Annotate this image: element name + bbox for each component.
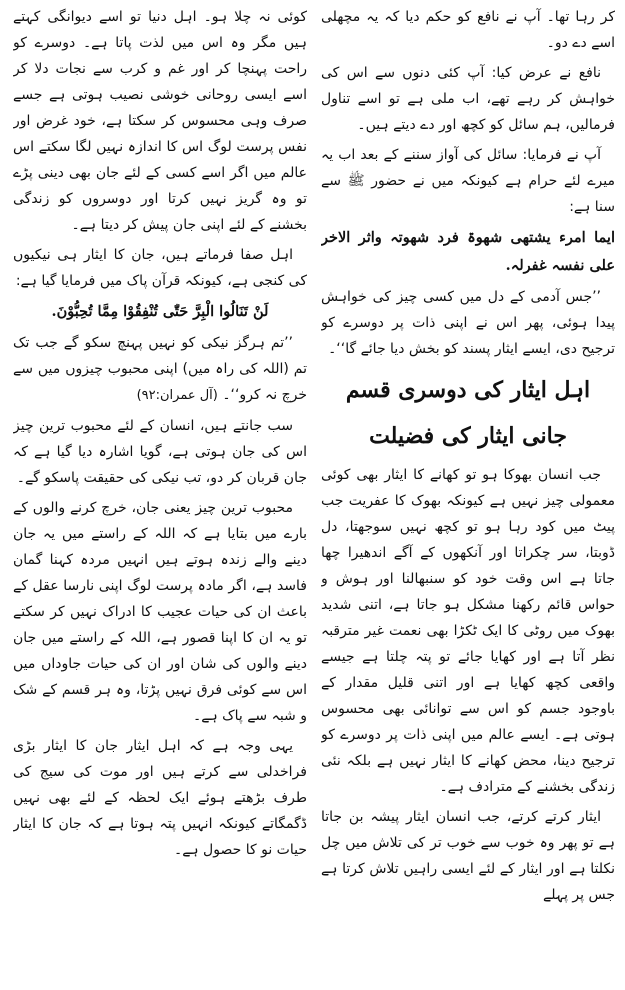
paragraph: ایثار کرتے کرتے، جب انسان ایثار پیشہ بن جاتا ہے تو پھر وہ خوب سے خوب تر کی تلاش میں چل نکلتا ہے اور ایثار کے لئے ایسی راہیں تلاش کرتا ہے جس پر پہلے: [321, 809, 615, 903]
paragraph: آپ نے فرمایا: سائل کی آواز سننے کے بعد اب یہ میرے لئے حرام ہے کیونکہ میں نے حضور ﷺ سے سنا ہے:: [321, 147, 615, 215]
quran-verse-arabic: لَنْ تَنَالُوا الْبِرَّ حَتّٰى تُنْفِقُوْا مِمَّا تُحِبُّوْنَ.: [51, 303, 269, 320]
paragraph: نافع نے عرض کیا: آپ کئی دنوں سے اس کی خواہش کر رہے تھے، اب ملی ہے تو اسے تناول فرمالیں، ہم سائل کو کچھ اور دے دیتے ہیں۔: [321, 65, 615, 133]
verse-translation: [13, 330, 307, 409]
section-heading: اہل ایثار کی دوسری قسم: [345, 377, 591, 403]
paragraph: سب جانتے ہیں، انسان کے لئے محبوب ترین چیز اس کی جان ہوتی ہے، گویا اشارہ دیا گیا ہے کہ جان قربان کر دو، تب نیکی کی حقیقت پاسکو گے۔: [13, 418, 307, 486]
hadith-arabic: ایما امرء یشتھی شھوۃ فرد شھوتہ واثر الاخر علی نفسہ غفرلہ.: [321, 229, 615, 274]
hadith-translation: ’’جس آدمی کے دل میں کسی چیز کی خواہش پیدا ہوئی، پھر اس نے اپنی ذات پر دوسرے کو ترجیح دی، ایسے ایثار پسند کو بخش دیا جائے گا‘‘۔: [321, 289, 615, 357]
paragraph: محبوب ترین چیز یعنی جان، خرچ کرنے والوں کے بارے میں بتایا ہے کہ اللہ کے راستے میں یہ جان دینے والے زندہ ہوتے ہیں انہیں مردہ کہنا گمان فاسد ہے، اگر مادہ پرست لوگ اپنی نارسا عقل کے باعث ان کی حیات عجیب کا ادراک نہیں کر سکتے تو یہ ان کا اپنا قصور ہے، اللہ کے راستے میں جان دینے والوں کی شان اور ان کی حیات جاوداں میں اس سے کوئی فرق نہیں پڑتا، وہ ہر قسم کے شک و شبہ سے پاک ہے۔: [13, 500, 307, 724]
section-subheading: جانی ایثار کی فضیلت: [369, 423, 567, 449]
left-column: [13, 4, 307, 990]
paragraph: جب انسان بھوکا ہو تو کھانے کا ایثار بھی کوئی معمولی چیز نہیں ہے کیونکہ بھوک کا عفریت جب پیٹ میں کود رہا ہو تو کچھ نہیں سوجھتا، دل ڈوبتا، سر چکراتا اور آنکھوں کے آگے اندھیرا چھا جاتا ہے اس وقت خود کو سنبھالنا اور ہوش و حواس قائم رکھنا مشکل ہو جاتا ہے، اتنی شدید بھوک میں روٹی کا ایک ٹکڑا بھی نعمت غیر مترقبہ نظر آتا ہے اور کھایا جائے تو پتہ چلتا ہے جیسے واقعی کچھ کھایا ہے اور اتنی قلیل مقدار کے باوجود جسم کو اس سے توانائی بھی محسوس ہوتی ہے۔ ایسے عالم میں اپنی ذات پر دوسرے کو ترجیح دینا، محض کھانے کا ایثار نہیں ہے بلکہ نئی زندگی بخشنے کے مترادف ہے۔: [321, 467, 615, 795]
verse-reference: (آل عمران:۹۲): [136, 388, 218, 403]
right-column: [321, 4, 615, 990]
verse-translation-text: ’’تم ہرگز نیکی کو نہیں پہنچ سکو گے جب تک تم (اللہ کی راہ میں) اپنی محبوب چیزوں میں سے خرچ نہ کرو‘‘۔: [13, 335, 307, 403]
paragraph: کر رہا تھا۔ آپ نے نافع کو حکم دیا کہ یہ مچھلی اسے دے دو۔: [321, 9, 615, 51]
paragraph: کوئی نہ چلا ہو۔ اہل دنیا تو اسے دیوانگی کہتے ہیں مگر وہ اس میں لذت پاتا ہے۔ دوسرے کو راحت پہنچا کر اور غم و کرب سے نجات دلا کر اسے ایسی روحانی خوشی نصیب ہوتی ہے جسے صرف وہی محسوس کر سکتا ہے، خود غرض اور نفس پرست لوگ اس کا اندازہ نہیں لگا سکتے اس عالم میں اگر اسے کسی کے لئے جان بھی دینی پڑے تو وہ گریز نہیں کرتا اور دوسروں کو زندگی بخشنے کے لئے اپنی جان پیش کر دیتا ہے۔: [13, 9, 307, 233]
paragraph: اہل صفا فرماتے ہیں، جان کا ایثار ہی نیکیوں کی کنجی ہے، کیونکہ قرآن پاک میں فرمایا گیا ہے:: [13, 247, 307, 289]
paragraph: یہی وجہ ہے کہ اہل ایثار جان کا ایثار بڑی فراخدلی سے کرتے ہیں اور موت کی سیج کی طرف بڑھتے ہوئے ایک لحظہ کے لئے بھی نہیں ڈگمگاتے کیونکہ انہیں پتہ ہوتا ہے کہ جان کا ایثار حیات نو کا حصول ہے۔: [13, 738, 307, 858]
